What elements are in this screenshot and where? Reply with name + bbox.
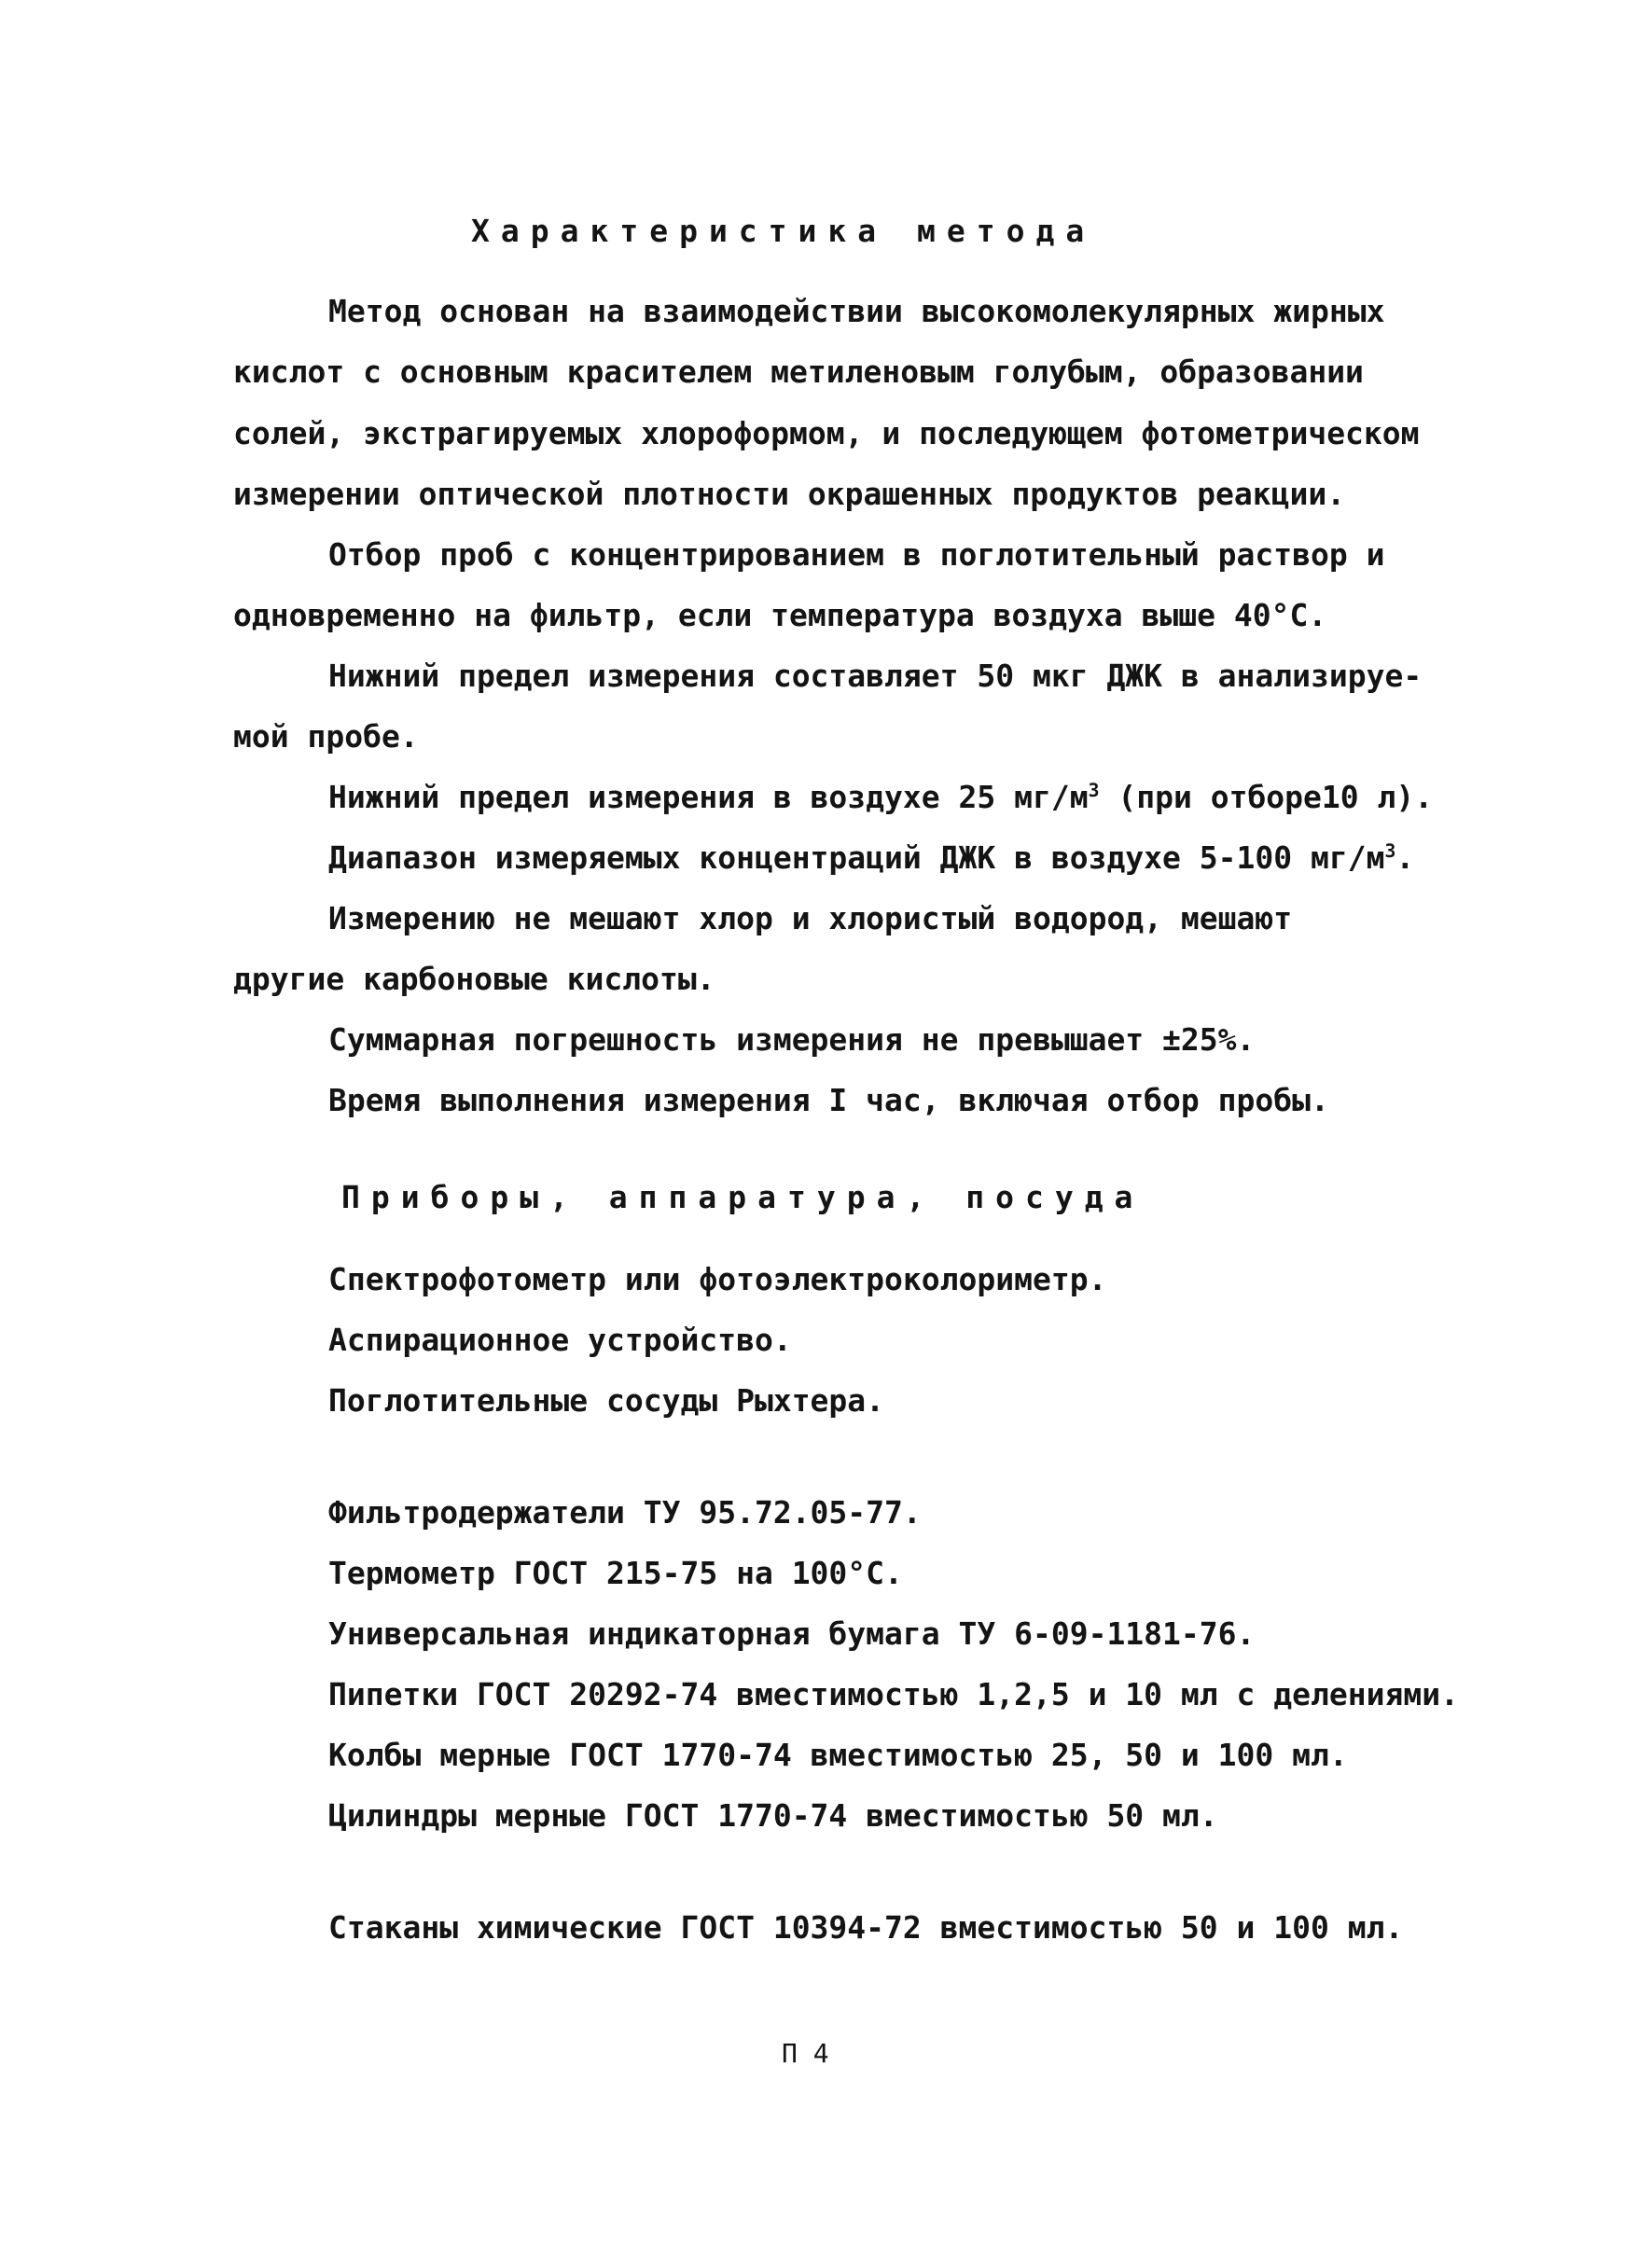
paragraph-line: Измерению не мешают хлор и хлористый водород, мешают	[328, 900, 1293, 936]
paragraph-line: Метод основан на взаимодействии высокомолекулярных жирных	[328, 293, 1385, 329]
paragraph-line: Нижний предел измерения составляет 50 мкг ДЖК в анализируе-	[328, 658, 1423, 694]
paragraph-line-lower-limit-air	[328, 777, 1433, 818]
list-item: Колбы мерные ГОСТ 1770-74 вместимостью 25, 50 и 100 мл.	[328, 1737, 1348, 1773]
text: .	[1395, 839, 1415, 876]
list-item: Аспирационное устройство.	[328, 1322, 792, 1358]
list-item: Универсальная индикаторная бумага ТУ 6-09-1181-76.	[328, 1615, 1256, 1652]
paragraph-line: Суммарная погрешность измерения не превышает ±25%.	[328, 1021, 1256, 1058]
superscript: 3	[1088, 780, 1100, 801]
section-heading-method: Характеристика метода	[471, 213, 1096, 249]
paragraph-line: Время выполнения измерения I час, включая отбор пробы.	[328, 1082, 1329, 1118]
list-item: Поглотительные сосуды Рыхтера.	[328, 1382, 885, 1419]
paragraph-line: Отбор проб с концентрированием в поглотительный раствор и	[328, 536, 1385, 573]
paragraph-line: мой пробе.	[233, 718, 419, 755]
list-item: Спектрофотометр или фотоэлектроколориметр.	[328, 1261, 1107, 1297]
superscript: 3	[1384, 840, 1396, 862]
paragraph-line: кислот с основным красителем метиленовым голубым, образовании	[233, 353, 1364, 390]
text: Диапазон измеряемых концентраций ДЖК в воздухе 5-100 мг/м	[328, 839, 1385, 876]
page-number: П 4	[782, 2038, 829, 2069]
text: (при отборе10 л).	[1099, 779, 1434, 815]
paragraph-line: солей, экстрагируемых хлороформом, и последующем фотометрическом	[233, 415, 1420, 451]
text: Нижний предел измерения в воздухе 25 мг/м	[328, 779, 1089, 815]
section-heading-equipment: Приборы, аппаратура, посуда	[341, 1179, 1145, 1215]
list-item: Термометр ГОСТ 215-75 на 100°С.	[328, 1555, 903, 1591]
paragraph-line: одновременно на фильтр, если температура воздуха выше 40°С.	[233, 597, 1327, 633]
paragraph-line: измерении оптической плотности окрашенных продуктов реакции.	[233, 476, 1346, 512]
list-item: Фильтродержатели ТУ 95.72.05-77.	[328, 1494, 922, 1531]
list-item: Цилиндры мерные ГОСТ 1770-74 вместимостью 50 мл.	[328, 1797, 1218, 1834]
paragraph-line-range	[328, 838, 1414, 879]
list-item: Пипетки ГОСТ 20292-74 вместимостью 1,2,5 и 10 мл с делениями.	[328, 1676, 1459, 1712]
paragraph-line: другие карбоновые кислоты.	[233, 961, 715, 997]
list-item: Стаканы химические ГОСТ 10394-72 вместимостью 50 и 100 мл.	[328, 1909, 1404, 1946]
